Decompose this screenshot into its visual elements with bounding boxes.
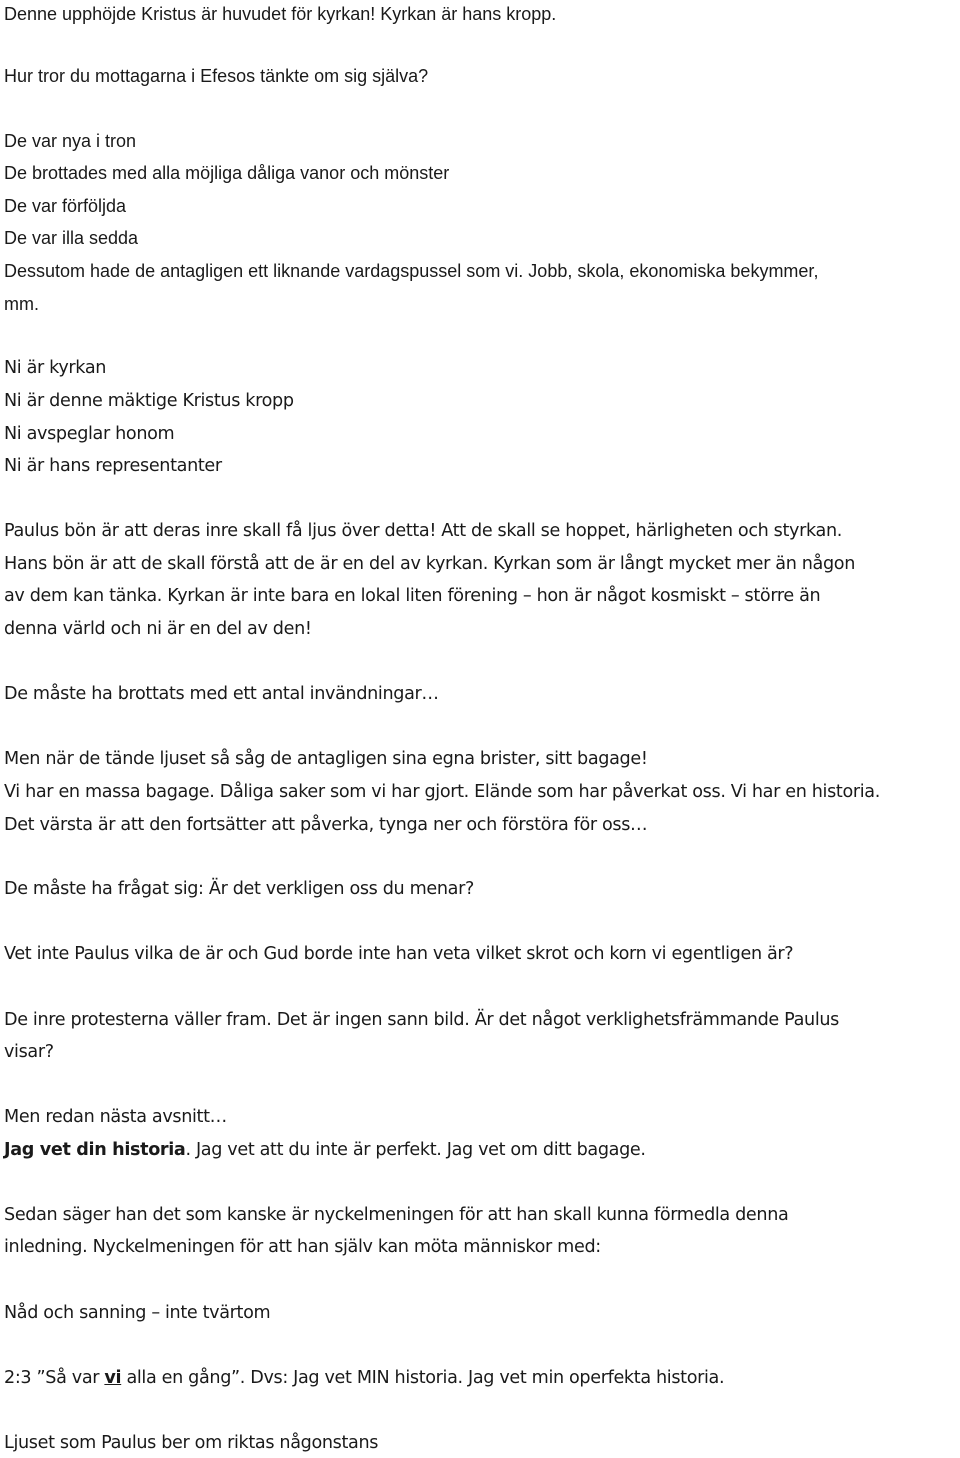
text-span: alla en gång”. Dvs: Jag vet MIN historia. Jag vet min operfekta historia.	[121, 1368, 725, 1388]
text-line: De inre protesterna väller fram. Det är ingen sann bild. Är det något verklighetsfrämmande Paulus	[4, 1010, 839, 1030]
text-line: Sedan säger han det som kanske är nyckelmeningen för att han skall kunna förmedla denna	[4, 1205, 789, 1225]
text-line: Ni avspeglar honom	[4, 424, 175, 444]
text-line: Ni är hans representanter	[4, 456, 222, 476]
verse-line	[4, 1366, 724, 1390]
text-line: av dem kan tänka. Kyrkan är inte bara en lokal liten förening – hon är något kosmiskt – större än	[4, 586, 821, 606]
text-line: De brottades med alla möjliga dåliga vanor och mönster	[4, 163, 450, 183]
text-line: visar?	[4, 1042, 54, 1062]
text-line: De måste ha frågat sig: Är det verkligen oss du menar?	[4, 879, 474, 899]
text-line: inledning. Nyckelmeningen för att han själv kan möta människor med:	[4, 1237, 601, 1257]
text-line: Hans bön är att de skall förstå att de är en del av kyrkan. Kyrkan som är långt mycket mer än någon	[4, 554, 856, 574]
text-line: De var förföljda	[4, 196, 127, 216]
text-line: Ni är kyrkan	[4, 358, 107, 378]
text-line: Men när de tände ljuset så såg de antagligen sina egna brister, sitt bagage!	[4, 749, 648, 769]
text-line: Vi har en massa bagage. Dåliga saker som vi har gjort. Elände som har påverkat oss. Vi har en historia.	[4, 782, 880, 802]
text-span: 2:3 ”Så var	[4, 1368, 105, 1388]
text-line: Nåd och sanning – inte tvärtom	[4, 1303, 271, 1323]
text-line: De var nya i tron	[4, 131, 137, 151]
text-line: Ljuset som Paulus ber om riktas någonstans	[4, 1433, 379, 1453]
text-line: Dessutom hade de antagligen ett liknande vardagspussel som vi. Jobb, skola, ekonomiska bekymmer,	[4, 261, 819, 281]
text-line: Det värsta är att den fortsätter att påverka, tynga ner och förstöra för oss…	[4, 815, 648, 835]
text-line: Men redan nästa avsnitt…	[4, 1107, 227, 1127]
text-line: Ni är denne mäktige Kristus kropp	[4, 391, 294, 411]
underlined-word: vi	[104, 1368, 122, 1388]
text-line: Paulus bön är att deras inre skall få ljus över detta! Att de skall se hoppet, härligheten och styrkan.	[4, 521, 842, 541]
text-line: Hur tror du mottagarna i Efesos tänkte om sig själva?	[4, 66, 429, 86]
bold-phrase: Jag vet din historia	[4, 1140, 186, 1160]
text-span: . Jag vet att du inte är perfekt. Jag vet om ditt bagage.	[185, 1140, 646, 1160]
text-line: De måste ha brottats med ett antal invändningar…	[4, 684, 439, 704]
text-line: denna värld och ni är en del av den!	[4, 619, 312, 639]
text-line: Denne upphöjde Kristus är huvudet för kyrkan! Kyrkan är hans kropp.	[4, 4, 557, 24]
text-line: De var illa sedda	[4, 228, 139, 248]
text-line: Vet inte Paulus vilka de är och Gud borde inte han veta vilket skrot och korn vi egentligen är?	[4, 944, 794, 964]
text-line-bold-lead	[4, 1138, 646, 1162]
text-line: mm.	[4, 294, 39, 314]
